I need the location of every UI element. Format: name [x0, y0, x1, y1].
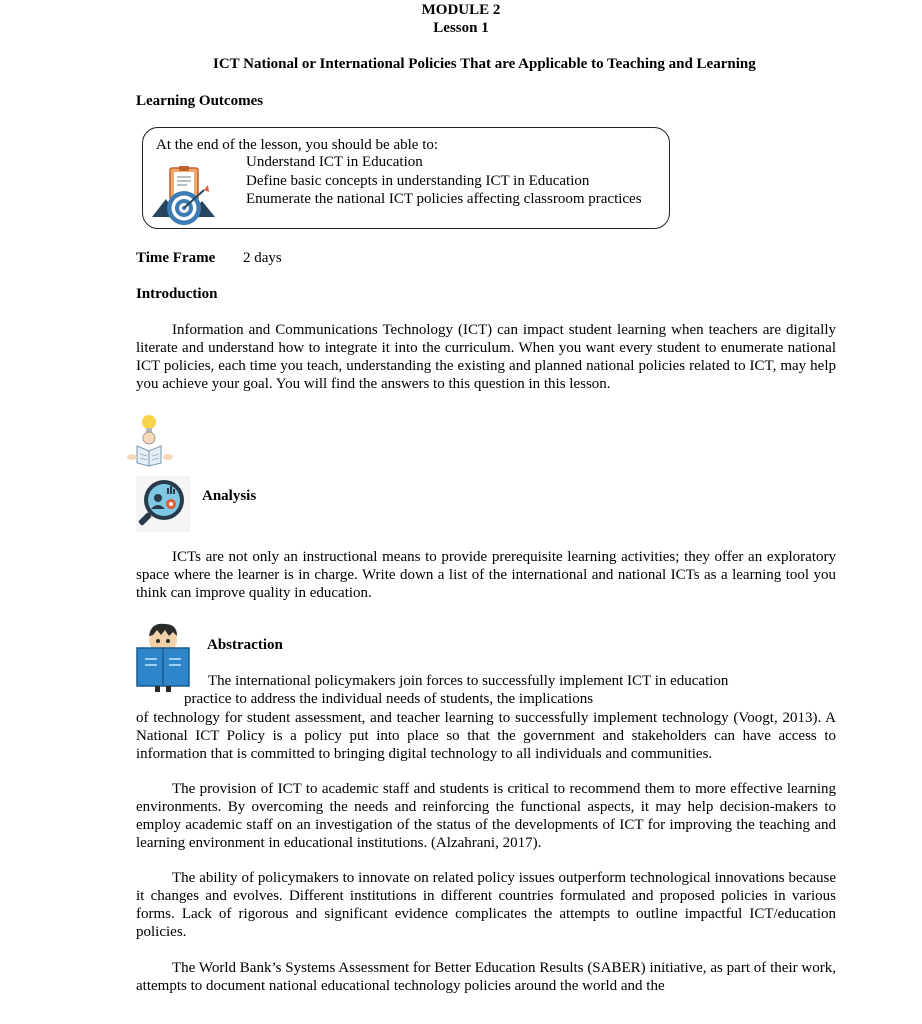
time-frame-value: 2 days: [243, 250, 282, 266]
learning-outcomes-list: [224, 153, 642, 209]
learning-outcomes-heading: Learning Outcomes: [136, 93, 264, 109]
list-item-text: Enumerate the national ICT policies affecting classroom practices: [246, 191, 642, 207]
abstraction-p1-rest: of technology for student assessment, and teacher learning to successfully implement technology (Voogt, 2013). A National ICT Policy is a policy put into place so that the government and stakeholders can have access to information that is committed to bringing digital technology to all individuals and communities.: [136, 710, 836, 762]
abstraction-p2: The provision of ICT to academic staff and students is critical to recommend them to more effective learning environments. By overcoming the needs and reinforcing the functional aspects, it may help decision-makers to employ academic staff on an investigation of the status of the developments of ICT for improving the teaching and learning environment in educational institutions. (Alzahrani, 2017).: [136, 781, 836, 851]
abstraction-p4: The World Bank’s Systems Assessment for Better Education Results (SABER) initiative, as part of their work, attempts to document national educational technology policies around the world and the: [136, 960, 836, 994]
introduction-text: Information and Communications Technology (ICT) can impact student learning when teachers are digitally literate and understand how to integrate it into the curriculum. When you want every student to enumerate national ICT policies, each time you teach, understanding the existing and planned national policies related to ICT, may help you achieve your goal. You will find the answers to this question in this lesson.: [136, 322, 836, 392]
module-title: MODULE 2: [421, 2, 501, 18]
lesson-title: Lesson 1: [433, 20, 489, 36]
list-item-text: Define basic concepts in understanding ICT in Education: [246, 172, 590, 189]
analysis-text: ICTs are not only an instructional means to provide prerequisite learning activities; they offer an exploratory space where the learner is in charge. Write down a list of the international and national ICTs as a learning tool you think can improve quality in education.: [136, 549, 836, 601]
page-title: ICT National or International Policies That are Applicable to Teaching and Learning: [213, 56, 756, 72]
abstraction-heading: Abstraction: [207, 637, 283, 653]
abstraction-p3: The ability of policymakers to innovate on related policy issues outperform technological innovations because it changes and evolves. Different institutions in different countries formulated and proposed policies in various forms. Lack of rigorous and significant evidence complicates the attempts to outline impactful ICT/education policies.: [136, 870, 836, 940]
student-reading-icon: [131, 620, 195, 692]
reading-lightbulb-icon: [124, 413, 176, 467]
list-item: [224, 190, 642, 209]
analysis-heading: Analysis: [202, 488, 257, 504]
introduction-heading: Introduction: [136, 286, 218, 302]
outcome-icon: [152, 165, 216, 227]
time-frame-label: Time Frame: [136, 250, 216, 266]
list-item: [224, 172, 642, 191]
list-item-text: Understand ICT in Education: [246, 154, 423, 170]
learning-outcomes-intro: At the end of the lesson, you should be able to:: [156, 137, 439, 153]
analysis-icon: [136, 476, 190, 532]
list-item: [224, 153, 642, 172]
abstraction-p1-line2: practice to address the individual needs of students, the implications: [184, 691, 594, 707]
abstraction-p1-line1: The international policymakers join forces to successfully implement ICT in education: [208, 673, 729, 689]
